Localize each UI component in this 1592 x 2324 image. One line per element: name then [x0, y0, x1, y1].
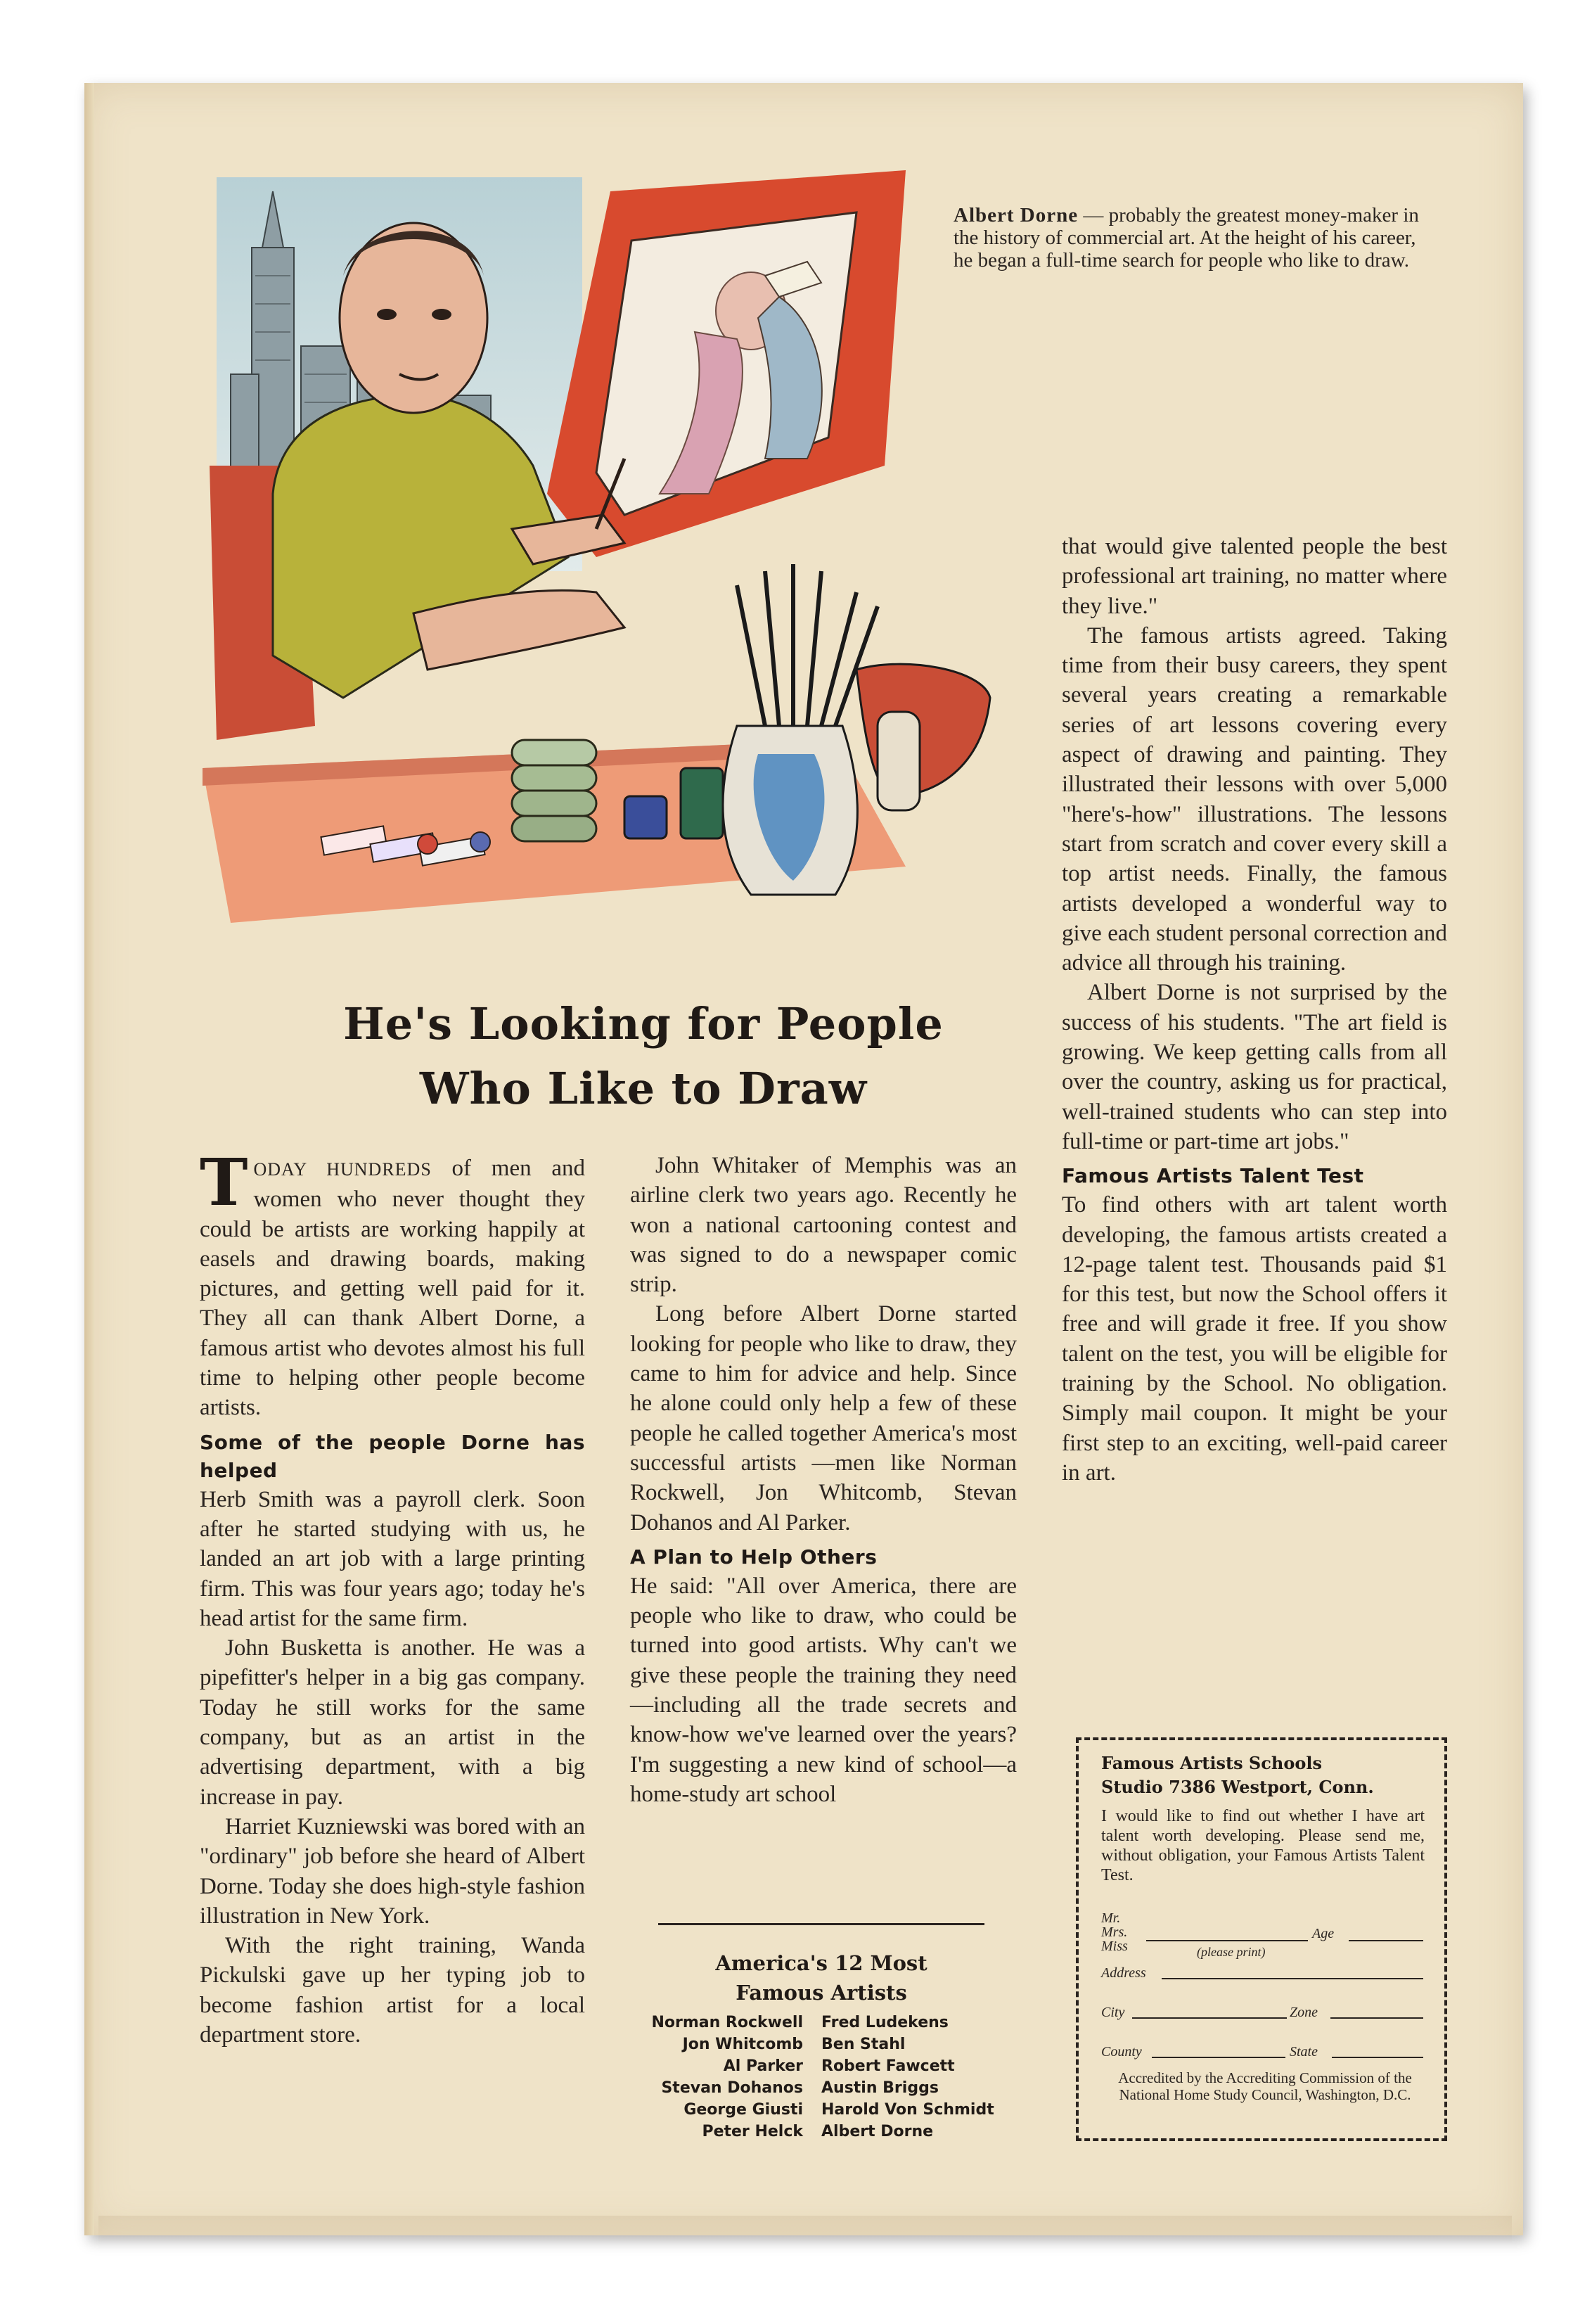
please-print-note: (please print)	[1197, 1945, 1266, 1959]
artist-row	[619, 2055, 1027, 2077]
artist-name: George Giusti	[683, 2101, 803, 2119]
city-label: City	[1101, 2005, 1125, 2020]
col2-subhead: A Plan to Help Others	[630, 1545, 878, 1569]
artist-name: Fred Ludekens	[821, 2014, 949, 2031]
county-label: County	[1101, 2044, 1142, 2060]
zone-label: Zone	[1290, 2005, 1318, 2020]
name-field[interactable]	[1146, 1940, 1308, 1941]
age-label: Age	[1312, 1926, 1335, 1941]
col3-subhead: Famous Artists Talent Test	[1062, 1164, 1364, 1188]
artist-name: Robert Fawcett	[821, 2057, 955, 2075]
address-label: Address	[1101, 1965, 1146, 1981]
coupon-studio: Studio 7386 Westport, Conn.	[1101, 1777, 1374, 1797]
col1-p3: John Busketta is another. He was a pipefitter's helper in a big gas company. Today he still works for the same company, but as an artist in the advertising department, with a big increase in pay.	[200, 1635, 585, 1810]
caption-text: — probably the greatest money-maker in the history of commercial art. At the height of his career, he began a full-time search for people who like to draw.	[954, 204, 1419, 272]
state-field[interactable]	[1332, 2057, 1423, 2058]
col2-p3: He said: "All over America, there are people who like to draw, who could be turned into good artists. Why can't we give these people the training they need—including all the trade secrets and know-how we've learned over the years? I'm suggesting a new kind of school—a home-study art school	[630, 1573, 1017, 1807]
col2-p2: Long before Albert Dorne started looking for people who like to draw, they came to him for advice and help. Since he alone could only help a few of these people he called together America's most successful artists —men like Norman Rockwell, Jon Whitcomb, Stevan Dohanos and Al Parker.	[630, 1301, 1017, 1536]
artist-name: Jon Whitcomb	[682, 2036, 803, 2053]
col3-p2: The famous artists agreed. Taking time from their busy careers, they spent several years creating a remarkable series of art lessons covering every aspect of drawing and painting. They illustrated their lessons with over 5,000 "here's-how" illustrations. The lessons start from scratch and cover every skill a top artist needs. Finally, the famous artists developed a wonderful way to give each student personal correction and advice all through his training.	[1062, 622, 1447, 976]
col1-p4: Harriet Kuzniewski was bored with an "ordinary" job before she heard of Albert Dorne. Today she does high-style fashion illustration in New York.	[200, 1813, 585, 1929]
col3-p4: To find others with art talent worth developing, the famous artists created a 12-page talent test. Thousands paid $1 for this test, but now the School offers it free and will grade it free. If you show talent on the test, you will be eligible for training by the School. No obligation. Simply mail coupon. It might be your first step to an exciting, well-paid career in art.	[1062, 1192, 1447, 1486]
miss-label: Miss	[1101, 1939, 1128, 1954]
drop-cap: T	[200, 1144, 248, 1220]
col3-p3: Albert Dorne is not surprised by the success of his students. "The art field is growing. We keep getting calls from all over the country, asking us for practical, well-trained students who can step into full-time or part-time art jobs."	[1062, 980, 1447, 1154]
headline	[204, 992, 1083, 1121]
mr-label: Mr.	[1101, 1910, 1121, 1926]
state-label: State	[1290, 2044, 1318, 2060]
artist-name: Austin Briggs	[821, 2079, 939, 2097]
col3-p1: that would give talented people the best professional art training, no matter where they live."	[1062, 534, 1447, 619]
col1-subhead: Some of the people Dorne has helped	[200, 1430, 585, 1482]
artists-title-2: Famous Artists	[736, 1981, 907, 2005]
artist-row	[619, 2012, 1027, 2034]
artist-name: Peter Helck	[702, 2123, 803, 2140]
col1-p1: of men and women who never thought they could be artists are working happily at easels and drawing boards, making pictures, and getting well paid for it. They all can thank Albert Dorne, a famous artist who devotes almost his full time to helping other people become artists.	[200, 1156, 585, 1421]
col1-p5: With the right training, Wanda Pickulski gave up her typing job to become fashion artist for a local department store.	[200, 1933, 585, 2048]
coupon-school: Famous Artists Schools	[1101, 1753, 1322, 1773]
artist-name: Al Parker	[723, 2057, 803, 2075]
accreditation-note: Accredited by the Accrediting Commission of the National Home Study Council, Washington, D.C.	[1118, 2069, 1412, 2103]
artist-row	[619, 2121, 1027, 2143]
artist-name: Albert Dorne	[821, 2123, 934, 2140]
page-shadow	[98, 2216, 1512, 2244]
coupon-body: I would like to find out whether I have art talent worth developing. Please send me, without obligation, your Famous Artists Talent Test.	[1101, 1807, 1425, 1884]
artist-row	[619, 2034, 1027, 2055]
mail-coupon[interactable]	[1076, 1737, 1447, 2141]
artists-title-1: America's 12 Most	[715, 1951, 927, 1975]
artist-name: Harold Von Schmidt	[821, 2101, 994, 2119]
page-edge	[84, 83, 94, 2235]
artist-name: Norman Rockwell	[651, 2014, 803, 2031]
caption-name: Albert Dorne	[954, 204, 1079, 226]
artists-list-title	[626, 1948, 1017, 2007]
illustration-caption	[954, 204, 1432, 272]
county-field[interactable]	[1152, 2057, 1285, 2058]
zone-field[interactable]	[1330, 2017, 1423, 2019]
divider-rule	[658, 1923, 984, 1925]
artist-name: Stevan Dohanos	[661, 2079, 803, 2097]
address-field[interactable]	[1162, 1978, 1423, 1979]
headline-line-1: He's Looking for People	[343, 998, 944, 1049]
headline-line-2: Who Like to Draw	[419, 1063, 868, 1114]
artist-row	[619, 2077, 1027, 2099]
artist-illustration	[203, 163, 1074, 993]
col1-p2: Herb Smith was a payroll clerk. Soon after he started studying with us, he landed an art job with a large printing firm. This was four years ago; today he's head artist for the same firm.	[200, 1486, 585, 1631]
artist-name: Ben Stahl	[821, 2036, 906, 2053]
artists-names	[619, 2012, 1027, 2143]
age-field[interactable]	[1349, 1940, 1423, 1941]
city-field[interactable]	[1132, 2017, 1287, 2019]
artist-row	[619, 2099, 1027, 2121]
mrs-label: Mrs.	[1101, 1924, 1128, 1940]
column-3	[1062, 532, 1447, 1488]
coupon-header	[1101, 1751, 1432, 1799]
column-1	[200, 1144, 585, 2050]
col2-p1: John Whitaker of Memphis was an airline clerk two years ago. Recently he won a national cartooning contest and was signed to do a newspaper comic strip.	[630, 1153, 1017, 1298]
column-2	[630, 1151, 1017, 1809]
lead-smallcaps: ODAY HUNDREDS	[253, 1159, 432, 1180]
